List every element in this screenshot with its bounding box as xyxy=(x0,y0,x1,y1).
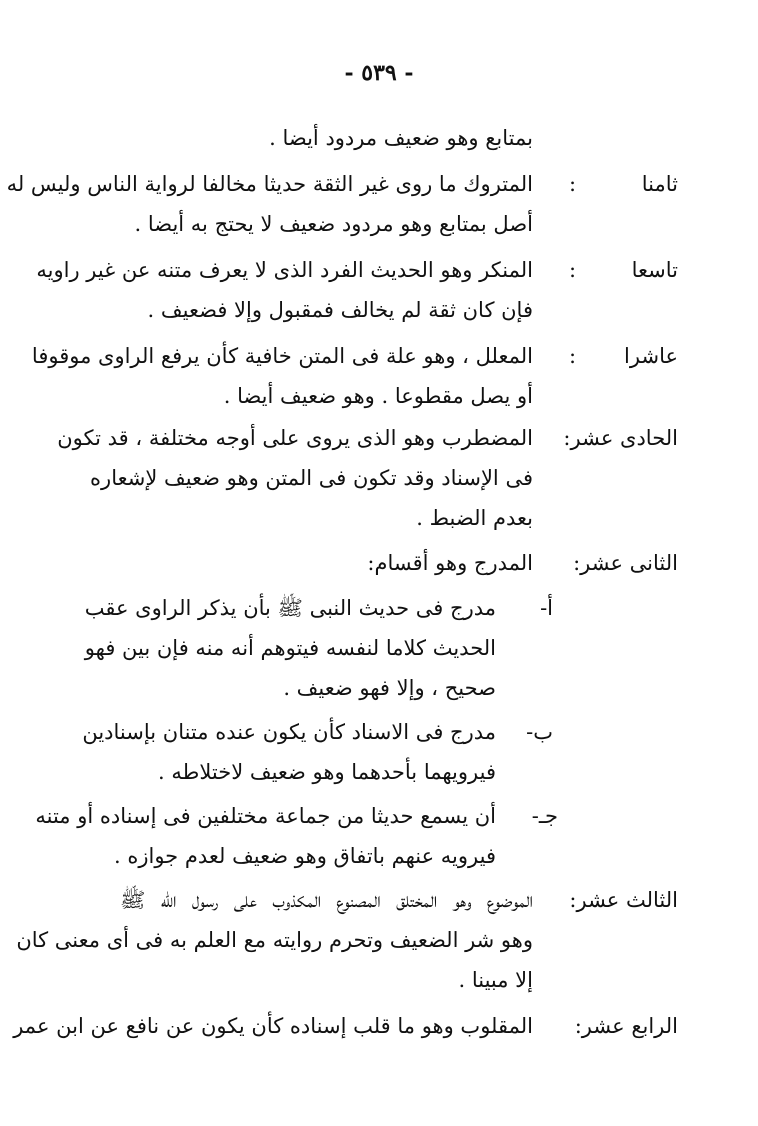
section-ninth-line: المنكر وهو الحديث الفرد الذى لا يعرف متنه عن غير راويه xyxy=(36,258,533,282)
subitem-a-line: صحيح ، وإلا فهو ضعيف . xyxy=(283,676,496,700)
section-eighth-line: أصل بمتابع وهو مردود ضعيف لا يحتج به أيضا . xyxy=(134,212,533,236)
page-number: - ٥٣٩ - xyxy=(344,60,414,86)
section-thirteenth-line: الموضوع وهو المختلق المصنوع المكذوب على رسول الله ﷺ xyxy=(120,888,533,912)
section-colon: : xyxy=(569,344,577,368)
section-label-eleventh: الحادى عشر: xyxy=(563,426,678,450)
section-thirteenth-line: إلا مبينا . xyxy=(458,968,533,992)
section-tenth-line: المعلل ، وهو علة فى المتن خافية كأن يرفع الراوى موقوفا xyxy=(31,344,533,368)
subitem-marker-b: ب- xyxy=(526,720,553,744)
section-label-fourteenth: الرابع عشر: xyxy=(574,1014,678,1038)
section-eighth-line: المتروك ما روى غير الثقة حديثا مخالفا لرواية الناس وليس له xyxy=(6,172,533,196)
section-thirteenth-line: وهو شر الضعيف وتحرم روايته مع العلم به فى أى معنى كان xyxy=(16,928,533,952)
section-eleventh-line: فى الإسناد وقد تكون فى المتن وهو ضعيف لإشعاره xyxy=(90,466,533,490)
section-tenth-line: أو يصل مقطوعا . وهو ضعيف أيضا . xyxy=(223,384,533,408)
subitem-b-line: مدرج فى الاسناد كأن يكون عنده متنان بإسنادين xyxy=(82,720,496,744)
section-colon: : xyxy=(569,172,577,196)
section-fourteenth-line: المقلوب وهو ما قلب إسناده كأن يكون عن نافع عن ابن عمر xyxy=(13,1014,533,1038)
subitem-b-line: فيرويهما بأحدهما وهو ضعيف لاختلاطه . xyxy=(158,760,496,784)
section-eleventh-line: المضطرب وهو الذى يروى على أوجه مختلفة ، قد تكون xyxy=(57,426,533,450)
section-label-eighth: ثامنا xyxy=(641,172,678,196)
section-label-twelfth: الثانى عشر: xyxy=(573,551,678,575)
section-eleventh-line: بعدم الضبط . xyxy=(416,506,533,530)
subitem-a-line: مدرج فى حديث النبى ﷺ بأن يذكر الراوى عقب xyxy=(84,596,496,620)
subitem-marker-a: أ- xyxy=(540,596,553,620)
continuation-line: بمتابع وهو ضعيف مردود أيضا . xyxy=(269,126,533,150)
subitem-c-line: أن يسمع حديثا من جماعة مختلفين فى إسناده أو متنه xyxy=(35,804,496,828)
section-ninth-line: فإن كان ثقة لم يخالف فمقبول وإلا فضعيف . xyxy=(147,298,533,322)
section-label-thirteenth: الثالث عشر: xyxy=(569,888,678,912)
subitem-c-line: فيرويه عنهم باتفاق وهو ضعيف لعدم جوازه . xyxy=(114,844,496,868)
section-label-ninth: تاسعا xyxy=(631,258,678,282)
section-colon: : xyxy=(569,258,577,282)
subitem-marker-c: جـ- xyxy=(531,804,558,828)
section-label-tenth: عاشرا xyxy=(624,344,678,368)
section-twelfth-line: المدرج وهو أقسام: xyxy=(367,551,533,575)
subitem-a-line: الحديث كلاما لنفسه فيتوهم أنه منه فإن بين فهو xyxy=(84,636,496,660)
